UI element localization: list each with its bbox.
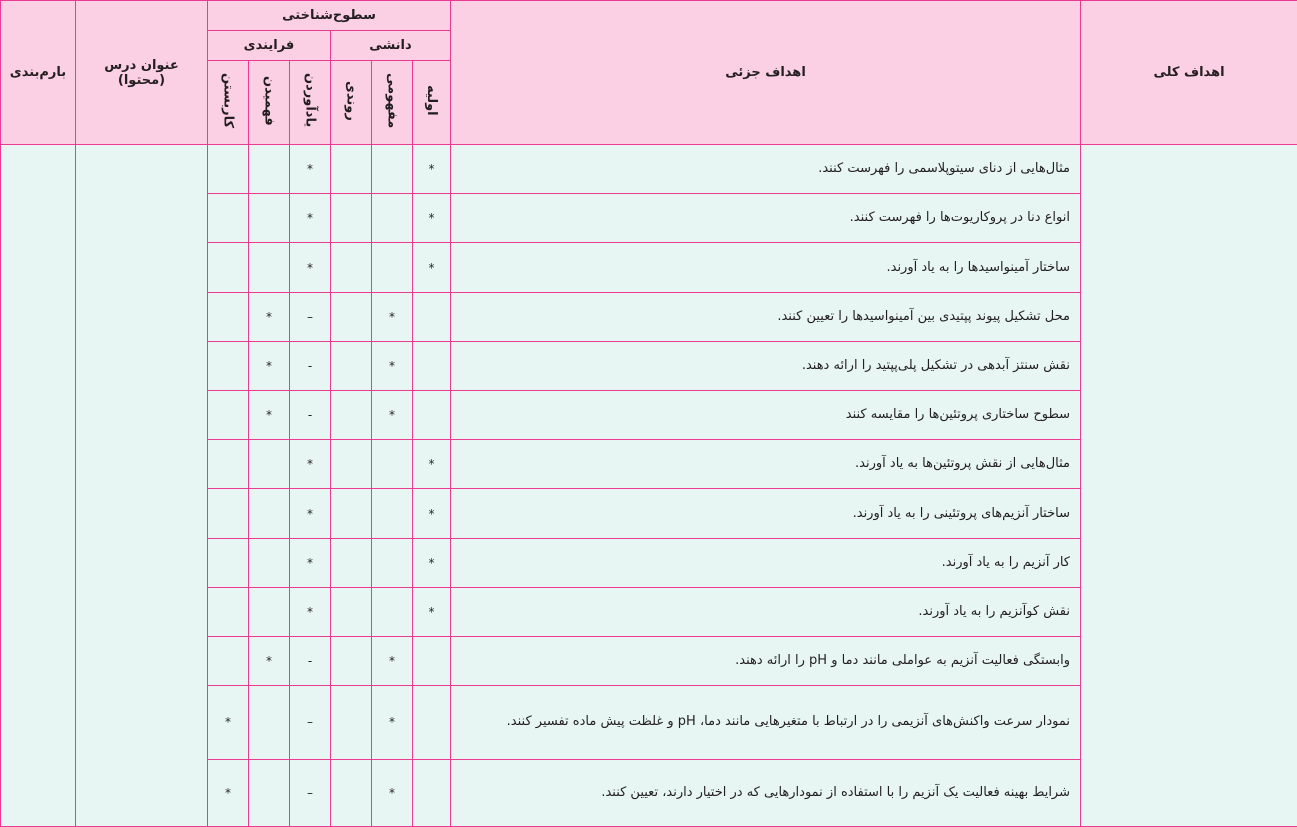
mark-procedural — [331, 194, 372, 243]
mark-apply — [208, 292, 249, 341]
mark-recall: – — [290, 759, 331, 826]
mark-procedural — [331, 341, 372, 390]
mark-apply — [208, 243, 249, 292]
objective-text: شرایط بهینه فعالیت یک آنزیم را با استفاده از نمودارهایی که در اختیار دارند، تعیین کنند. — [451, 759, 1081, 826]
mark-apply — [208, 489, 249, 538]
mark-procedural — [331, 686, 372, 759]
grading-cell — [1, 145, 76, 827]
mark-understand — [249, 145, 290, 194]
mark-initial: * — [413, 145, 451, 194]
general-goals-cell — [1081, 145, 1297, 827]
mark-understand — [249, 243, 290, 292]
lesson-title-cell — [76, 145, 208, 827]
mark-procedural — [331, 145, 372, 194]
mark-conceptual: * — [372, 759, 413, 826]
mark-apply — [208, 391, 249, 440]
mark-recall: * — [290, 194, 331, 243]
mark-initial: * — [413, 538, 451, 587]
mark-recall: * — [290, 440, 331, 489]
mark-recall: * — [290, 145, 331, 194]
mark-understand — [249, 194, 290, 243]
mark-recall: * — [290, 243, 331, 292]
mark-recall: - — [290, 341, 331, 390]
table-row — [1, 145, 1297, 194]
mark-procedural — [331, 489, 372, 538]
objective-text: سطوح ساختاری پروتئین‌ها را مقایسه کنند — [451, 391, 1081, 440]
process-header: فرایندی — [208, 31, 331, 61]
mark-initial: * — [413, 243, 451, 292]
mark-conceptual — [372, 145, 413, 194]
mark-procedural — [331, 440, 372, 489]
partial-goals-header: اهداف جزئی — [451, 1, 1081, 145]
mark-understand — [249, 440, 290, 489]
mark-conceptual — [372, 538, 413, 587]
mark-apply — [208, 194, 249, 243]
mark-understand — [249, 587, 290, 636]
lesson-title-header — [76, 1, 208, 145]
mark-procedural — [331, 538, 372, 587]
mark-recall: * — [290, 538, 331, 587]
objective-text: مثال‌هایی از دنای سیتوپلاسمی را فهرست کنند. — [451, 145, 1081, 194]
col-apply-header: کاربستن — [208, 61, 249, 145]
mark-initial — [413, 686, 451, 759]
mark-recall: * — [290, 489, 331, 538]
lesson-title-line2: (محتوا) — [117, 72, 166, 88]
mark-apply — [208, 538, 249, 587]
mark-apply — [208, 440, 249, 489]
mark-recall: – — [290, 292, 331, 341]
mark-recall: * — [290, 587, 331, 636]
mark-apply — [208, 637, 249, 686]
mark-understand — [249, 759, 290, 826]
lesson-title-line1: عنوان درس — [104, 57, 179, 73]
objective-text: مثال‌هایی از نقش پروتئین‌ها به یاد آورند. — [451, 440, 1081, 489]
mark-initial — [413, 637, 451, 686]
col-initial-header: اولیه — [413, 61, 451, 145]
mark-initial — [413, 759, 451, 826]
col-recall-header: یادآوردن — [290, 61, 331, 145]
mark-conceptual: * — [372, 341, 413, 390]
objective-text: نقش کوآنزیم را به یاد آورند. — [451, 587, 1081, 636]
mark-conceptual: * — [372, 637, 413, 686]
mark-understand: * — [249, 637, 290, 686]
mark-recall: – — [290, 686, 331, 759]
mark-understand: * — [249, 341, 290, 390]
objective-text: انواع دنا در پروکاریوت‌ها را فهرست کنند. — [451, 194, 1081, 243]
mark-procedural — [331, 243, 372, 292]
knowledge-header: دانشی — [331, 31, 451, 61]
mark-apply: * — [208, 686, 249, 759]
mark-initial: * — [413, 440, 451, 489]
objective-text: نمودار سرعت واکنش‌های آنزیمی را در ارتباط با متغیرهایی مانند دما، pH و غلظت پیش ماده تفسیر کنند. — [451, 686, 1081, 759]
mark-initial: * — [413, 587, 451, 636]
mark-conceptual — [372, 194, 413, 243]
mark-procedural — [331, 587, 372, 636]
objective-text: وابستگی فعالیت آنزیم به عواملی مانند دما و pH را ارائه دهند. — [451, 637, 1081, 686]
mark-understand: * — [249, 292, 290, 341]
mark-understand: * — [249, 391, 290, 440]
mark-conceptual — [372, 587, 413, 636]
mark-initial — [413, 391, 451, 440]
mark-conceptual — [372, 440, 413, 489]
mark-conceptual: * — [372, 391, 413, 440]
mark-recall: - — [290, 391, 331, 440]
mark-initial: * — [413, 194, 451, 243]
mark-conceptual: * — [372, 292, 413, 341]
general-goals-header: اهداف کلی — [1081, 1, 1297, 145]
objective-text: ساختار آمینواسیدها را به یاد آورند. — [451, 243, 1081, 292]
mark-conceptual — [372, 243, 413, 292]
objective-text: ساختار آنزیم‌های پروتئینی را به یاد آورند. — [451, 489, 1081, 538]
mark-understand — [249, 538, 290, 587]
mark-initial — [413, 341, 451, 390]
mark-understand — [249, 489, 290, 538]
grading-header: بارم‌بندی — [1, 1, 76, 145]
objective-text: کار آنزیم را به یاد آورند. — [451, 538, 1081, 587]
mark-procedural — [331, 637, 372, 686]
mark-initial: * — [413, 489, 451, 538]
mark-conceptual: * — [372, 686, 413, 759]
mark-procedural — [331, 759, 372, 826]
mark-apply — [208, 145, 249, 194]
mark-apply: * — [208, 759, 249, 826]
mark-apply — [208, 587, 249, 636]
cognitive-levels-header: سطوح‌شناختی — [208, 1, 451, 31]
mark-conceptual — [372, 489, 413, 538]
objective-text: محل تشکیل پیوند پپتیدی بین آمینواسیدها را تعیین کنند. — [451, 292, 1081, 341]
mark-understand — [249, 686, 290, 759]
mark-procedural — [331, 391, 372, 440]
col-conceptual-header: مفهومی — [372, 61, 413, 145]
objective-text: نقش سنتز آبدهی در تشکیل پلی‌پپتید را ارائه دهند. — [451, 341, 1081, 390]
mark-initial — [413, 292, 451, 341]
col-understand-header: فهمیدن — [249, 61, 290, 145]
mark-apply — [208, 341, 249, 390]
col-procedural-header: روندی — [331, 61, 372, 145]
mark-recall: - — [290, 637, 331, 686]
mark-procedural — [331, 292, 372, 341]
